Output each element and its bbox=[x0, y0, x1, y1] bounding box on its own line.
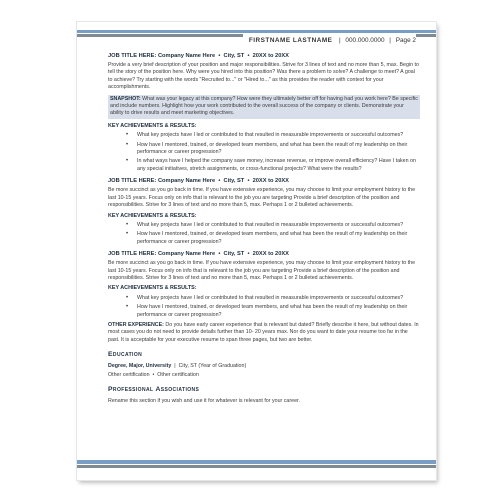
page-header bbox=[243, 34, 416, 47]
pipe-separator: | bbox=[172, 362, 178, 369]
certification: Other certification bbox=[157, 372, 199, 378]
job-location: City, ST bbox=[223, 53, 245, 59]
company-name: Company Name Here bbox=[157, 53, 216, 59]
job-title-line bbox=[108, 52, 420, 60]
bullet-icon: • bbox=[126, 231, 129, 238]
other-experience bbox=[108, 322, 420, 344]
snapshot-text: What was your legacy at this company? How were they ultimately better off for having had you work here? Be specific and include numbers. Highlight how your work contributed to the overall success of the company or clients. Demonstrate your ability to drive results and meet marketing objectives. bbox=[110, 95, 418, 117]
list-item bbox=[126, 132, 420, 139]
list-item bbox=[126, 231, 420, 246]
achievements-list bbox=[126, 295, 420, 319]
job-dates: 20XX to 20XX bbox=[252, 178, 289, 185]
job-title: JOB TITLE HERE: bbox=[108, 178, 157, 185]
snapshot-box bbox=[108, 95, 420, 119]
bullet-separator: • bbox=[245, 251, 252, 258]
snapshot-label: SNAPSHOT: bbox=[110, 95, 141, 102]
bullet-separator: • bbox=[151, 372, 156, 378]
header-phone: 000.000.0000 bbox=[345, 37, 385, 44]
associations-heading: Professional Associations bbox=[108, 386, 200, 394]
associations-text: Rename this section if you wish and use it for whatever is relevant for your career. bbox=[108, 397, 300, 404]
achievements-heading: KEY ACHIEVEMENTS & RESULTS: bbox=[108, 122, 197, 129]
education-degree-line bbox=[108, 363, 420, 370]
achievements-heading: KEY ACHIEVEMENTS & RESULTS: bbox=[108, 212, 197, 219]
header-page-number: Page 2 bbox=[395, 37, 416, 44]
achievement-text: In what ways have I helped the company save money, increase revenue, or improve overall efficiency? Have I taken on any special initiatives, stretch assignments, or cross-functional projects? What were the results? bbox=[137, 158, 416, 172]
bullet-icon: • bbox=[126, 294, 129, 301]
achievement-text: How have I mentored, trained, or developed team members, and what has been the result of my leadership on their performance or career progression? bbox=[137, 141, 408, 156]
bullet-separator: • bbox=[216, 53, 222, 59]
list-item bbox=[126, 222, 420, 229]
education-location-year: City, ST (Year of Graduation) bbox=[178, 362, 247, 369]
achievements-heading: KEY ACHIEVEMENTS & RESULTS: bbox=[108, 285, 197, 292]
other-experience-label: OTHER EXPERIENCE: bbox=[108, 321, 164, 328]
header-separator: | bbox=[335, 37, 343, 44]
bullet-separator: • bbox=[216, 178, 222, 185]
list-item bbox=[126, 304, 420, 319]
achievement-text: How have I mentored, trained, or developed team members, and what has been the result of my leadership on their performance or career progression? bbox=[137, 304, 408, 318]
education-heading: Education bbox=[108, 351, 143, 359]
header-rule-blue bbox=[77, 30, 436, 33]
footer-rule-gray bbox=[77, 465, 436, 468]
header-separator: | bbox=[387, 37, 393, 44]
achievement-text: What key projects have I led or contributed to that resulted in measurable improvements or successful outcomes? bbox=[137, 132, 404, 139]
list-item bbox=[126, 142, 420, 157]
bullet-separator: • bbox=[245, 178, 252, 185]
job-title: JOB TITLE HERE: bbox=[108, 53, 157, 59]
resume-content bbox=[108, 48, 420, 408]
job-dates: 20XX to 20XX bbox=[252, 53, 289, 59]
job-location: City, ST bbox=[223, 178, 245, 185]
certifications-line bbox=[108, 372, 420, 379]
achievements-list bbox=[126, 132, 420, 173]
job-description: Provide a very brief description of your position and major responsibilities. Strive for 3 lines of text and no more than 5, max. Begin to tell the story of the position here. Why were you hired into this position? Was there a problem to solve? A challenge to meet? A goal to achieve? Try starting with the words "Recruited to..." or "Hired to..." as this provides the reader with context for your accomplishments. bbox=[108, 62, 419, 91]
achievement-text: What key projects have I led or contributed to that resulted in measurable improvements or successful outcomes? bbox=[137, 294, 404, 301]
job-location: City, ST bbox=[223, 251, 245, 258]
list-item bbox=[126, 158, 420, 173]
other-experience-text: Do you have early career experience that is relevant but dated? Briefly describe it here, but without dates. In most cases you do not need to provide details further than 10- 20 years max. Nor do you want to date your resume too far in the past. It is acceptable for your executive resume to span three pages, but two are better. bbox=[108, 321, 419, 343]
job-description: Be more succinct as you go back in time. If you have extensive experience, you may choose to limit your employment history to the last 10-15 years. Focus only on info that is relevant to the job you are targeting Provide a brief description of the position and responsibilities. Strive for 3 lines of text and no more than 5, max. Perhaps 1 or 2 bulleted achievements. bbox=[108, 260, 416, 281]
footer-rule-blue bbox=[77, 460, 436, 464]
bullet-icon: • bbox=[126, 132, 129, 139]
achievements-list bbox=[126, 222, 420, 246]
certification: Other certification bbox=[108, 372, 150, 378]
company-name: Company Name Here bbox=[157, 251, 216, 258]
bullet-separator: • bbox=[216, 251, 222, 258]
bullet-icon: • bbox=[126, 304, 129, 311]
bullet-icon: • bbox=[126, 221, 129, 228]
job-dates: 20XX to 20XX bbox=[252, 251, 289, 258]
job-description: Be more succinct as you go back in time. If you have extensive experience, you may choose to limit your employment history to the last 10-15 years. Focus only on info that is relevant to the job you are targeting Provide a brief description of the position and responsibilities. Strive for 3 lines of text and no more than 5, max. Perhaps 1 or 2 bulleted achievements. bbox=[108, 187, 416, 209]
job-title-line bbox=[108, 250, 420, 258]
bullet-separator: • bbox=[245, 53, 252, 59]
bullet-icon: • bbox=[126, 141, 129, 148]
education-degree: Degree, Major, University bbox=[108, 362, 172, 369]
job-title: JOB TITLE HERE: bbox=[108, 251, 157, 258]
achievement-text: How have I mentored, trained, or developed team members, and what has been the result of my leadership on their performance or career progression? bbox=[137, 231, 408, 245]
resume-page bbox=[77, 22, 436, 480]
header-name: FIRSTNAME LASTNAME bbox=[248, 37, 333, 44]
company-name: Company Name Here bbox=[157, 178, 216, 185]
job-title-line bbox=[108, 177, 420, 185]
list-item bbox=[126, 295, 420, 302]
bullet-icon: • bbox=[126, 158, 129, 165]
achievement-text: What key projects have I led or contributed to that resulted in measurable improvements or successful outcomes? bbox=[137, 221, 404, 228]
